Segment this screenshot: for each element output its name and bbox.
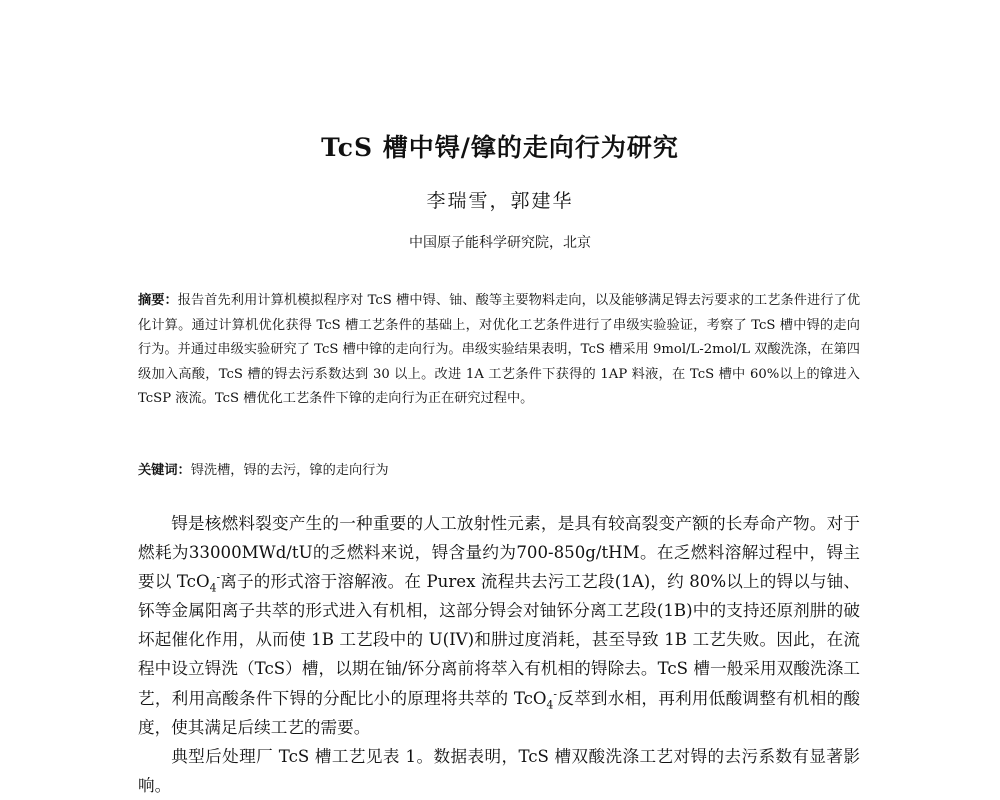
paper-title: TcS 槽中锝/镎的走向行为研究	[321, 133, 679, 162]
p1-text-2: 离子的形式溶于溶解液。在 Purex 流程共去污工艺段(1A)，约 80%以上的锝以与铀、钚等金属阳离子共萃的形式进入有机相，这部分锝会对铀钚分离工艺段(1B)中的支持还原剂肼的破坏起催化作用，从而使 1B 工艺段中的 U(IV)和肼过度消耗，甚至导致 1B 工艺失败。因此，在流程中设立锝洗（TcS）槽，以期在铀/钚分离前将萃入有机相的锝除去。TcS 槽一般采用双酸洗涤工艺，利用高酸条件下锝的分配比小的原理将共萃的 TcO	[138, 572, 861, 708]
p1-superscript-1: -	[216, 570, 221, 584]
p1-text-3: 反萃到水相，再利用低酸调整有机相的酸度，使其满足后续工艺的需要。	[138, 688, 860, 737]
p1-text-1: 锝是核燃料裂变产生的一种重要的人工放射性元素，是具有较高裂变产额的长寿命产物。对于燃耗为33000MWd/tU的乏燃料来说，锝含量约为700-850g/tHM。在乏燃料溶解过程中，锝主要以 TcO	[138, 514, 860, 592]
p1-superscript-2: -	[553, 687, 558, 701]
abstract-label: 摘要：	[138, 293, 178, 308]
keywords	[138, 460, 860, 482]
paper-authors: 李瑞雪，郭建华	[426, 190, 574, 212]
abstract	[138, 289, 860, 412]
body-paragraph-1	[138, 509, 860, 742]
body-paragraph-2: 典型后处理厂 TcS 槽工艺见表 1。数据表明，TcS 槽双酸洗涤工艺对锝的去污系数有显著影响。	[138, 746, 860, 795]
keywords-label: 关键词：	[138, 463, 191, 478]
keywords-text: 锝洗槽，锝的去污，镎的走向行为	[190, 463, 389, 478]
paper-affiliation: 中国原子能科学研究院，北京	[409, 235, 591, 251]
p1-subscript-2: 4	[546, 697, 554, 711]
abstract-text: 报告首先利用计算机模拟程序对 TcS 槽中锝、铀、酸等主要物料走向，以及能够满足锝去污要求的工艺条件进行了优化计算。通过计算机优化获得 TcS 槽工艺条件的基础上，对优化工艺条件进行了串级实验验证，考察了 TcS 槽中锝的走向行为。并通过串级实验研究了 TcS 槽中镎的走向行为。串级实验结果表明，TcS 槽采用 9mol/L-2mol/L 双酸洗涤，在第四级加入高酸，TcS 槽的锝去污系数达到 30 以上。改进 1A 工艺条件下获得的 1AP 料液，在 TcS 槽中 60%以上的镎进入 TcSP 液流。TcS 槽优化工艺条件下镎的走向行为正在研究过程中。	[138, 293, 861, 407]
body-text	[138, 509, 860, 800]
p1-subscript-1: 4	[209, 581, 217, 595]
